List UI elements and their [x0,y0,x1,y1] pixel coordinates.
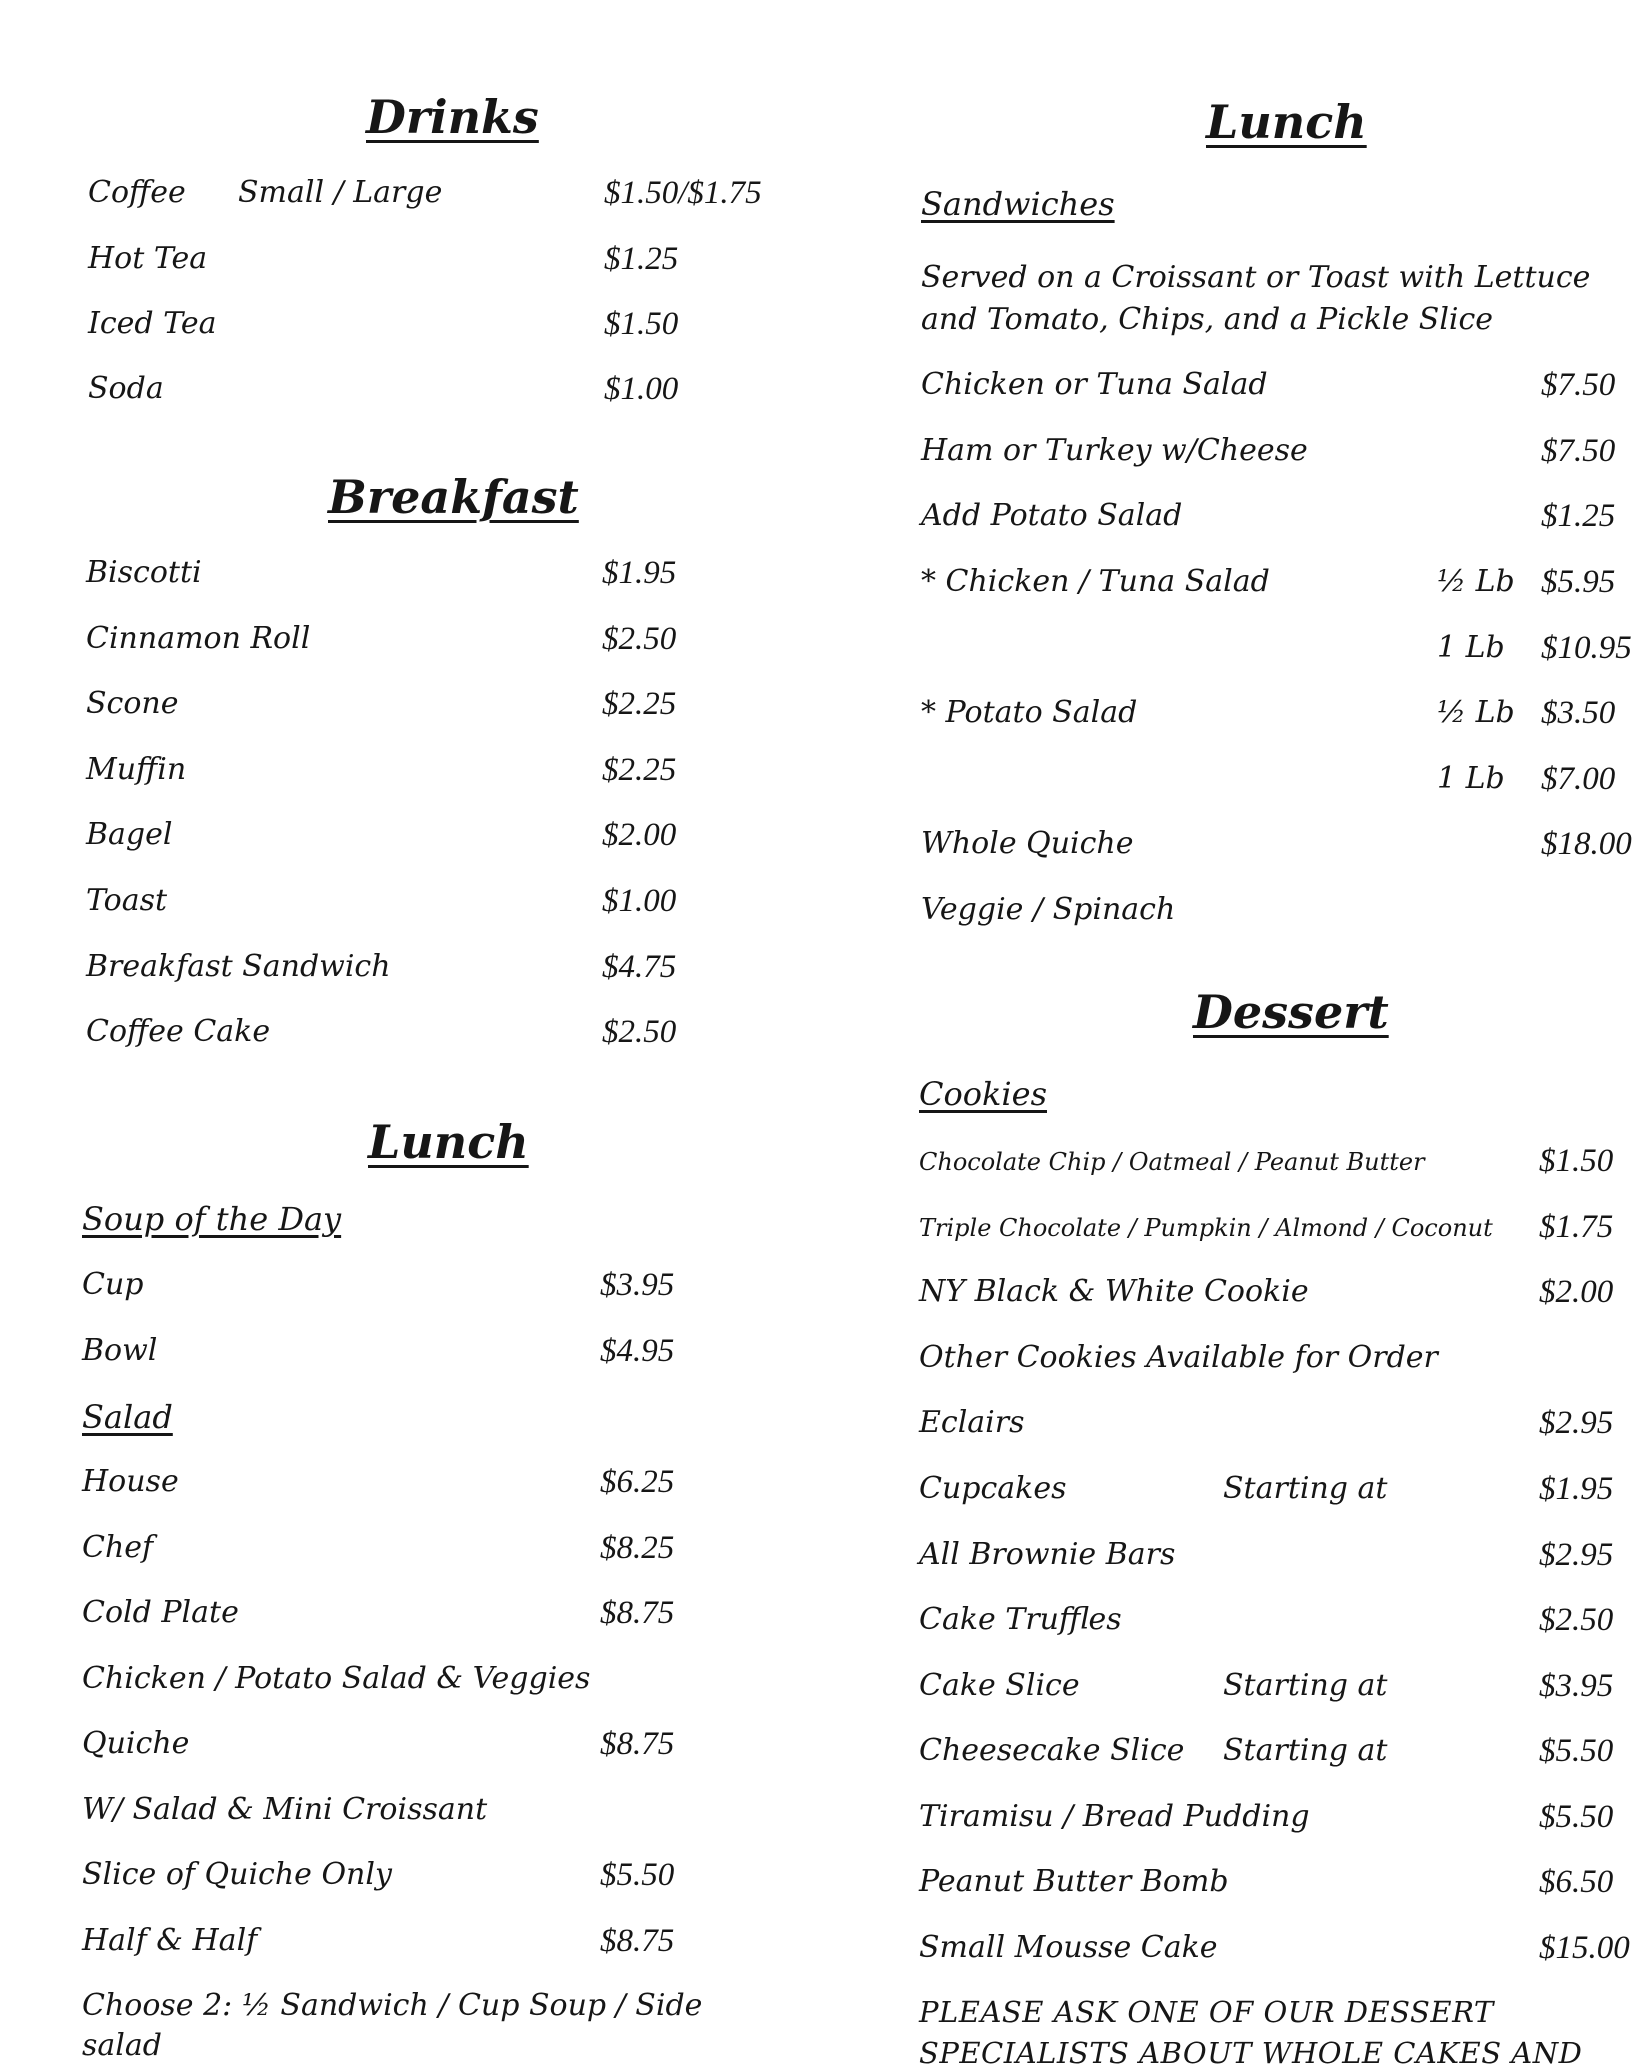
eclairs-name: Eclairs [919,1405,1025,1440]
dessert-notice-line-2: SPECIALISTS ABOUT WHOLE CAKES AND [919,2036,1583,2070]
salad-house-price: $6.25 [600,1464,675,1500]
half-and-half-description-cutoff: salad [82,2028,162,2063]
cookies-heading: Cookies [919,1075,1047,1113]
drink-soda-price: $1.00 [604,371,679,407]
drink-soda-name: Soda [88,371,164,406]
slice-of-quiche-name: Slice of Quiche Only [82,1857,392,1892]
half-and-half-description: Choose 2: ½ Sandwich / Cup Soup / Side [82,1988,703,2023]
breakfast-sandwich-price: $4.75 [602,949,677,985]
add-potato-salad-price: $1.25 [1541,498,1616,534]
cake-slice-name: Cake Slice [919,1668,1080,1703]
sandwich-description-line-1: Served on a Croissant or Toast with Lettuce [921,260,1591,295]
quiche-name: Quiche [82,1726,190,1761]
soup-bowl-name: Bowl [82,1333,158,1368]
peanut-butter-bomb-price: $6.50 [1539,1864,1614,1900]
breakfast-bagel-price: $2.00 [602,817,677,853]
soup-cup-price: $3.95 [600,1267,675,1303]
dessert-heading: Dessert [1193,985,1389,1039]
chicken-tuna-sandwich-price: $7.50 [1541,367,1616,403]
ham-turkey-sandwich-price: $7.50 [1541,433,1616,469]
breakfast-muffin-name: Muffin [86,752,187,787]
eclairs-price: $2.95 [1539,1405,1614,1441]
chicken-tuna-sandwich-name: Chicken or Tuna Salad [921,367,1268,402]
salad-chef-price: $8.25 [600,1530,675,1566]
drink-hot-tea-name: Hot Tea [88,241,208,276]
breakfast-bagel-name: Bagel [86,817,173,852]
cheesecake-slice-name: Cheesecake Slice [919,1733,1185,1768]
cheesecake-starting-at: Starting at [1223,1733,1388,1768]
small-mousse-cake-price: $15.00 [1539,1930,1630,1966]
drink-hot-tea-price: $1.25 [604,241,679,277]
chicken-tuna-salad-bulk-name: * Chicken / Tuna Salad [921,564,1270,599]
potato-salad-half-lb: ½ Lb [1437,695,1515,730]
other-cookies-note: Other Cookies Available for Order [919,1340,1438,1375]
ham-turkey-sandwich-name: Ham or Turkey w/Cheese [921,433,1308,468]
cookies-basic-price: $1.50 [1539,1143,1614,1179]
cheesecake-slice-price: $5.50 [1539,1733,1614,1769]
tiramisu-bread-pudding-name: Tiramisu / Bread Pudding [919,1799,1310,1834]
potato-salad-one-lb: 1 Lb [1437,761,1505,796]
quiche-price: $8.75 [600,1726,675,1762]
potato-salad-one-lb-price: $7.00 [1541,761,1616,797]
cupcakes-starting-at: Starting at [1223,1471,1388,1506]
breakfast-sandwich-name: Breakfast Sandwich [86,949,391,984]
chicken-tuna-half-lb: ½ Lb [1437,564,1515,599]
potato-salad-bulk-name: * Potato Salad [921,695,1138,730]
salad-heading: Salad [82,1398,173,1436]
chicken-tuna-one-lb: 1 Lb [1437,630,1505,665]
cake-truffles-name: Cake Truffles [919,1602,1122,1637]
half-and-half-price: $8.75 [600,1923,675,1959]
tiramisu-bread-pudding-price: $5.50 [1539,1799,1614,1835]
drink-iced-tea-price: $1.50 [604,306,679,342]
cupcakes-name: Cupcakes [919,1471,1067,1506]
breakfast-heading: Breakfast [328,470,579,524]
black-white-cookie-price: $2.00 [1539,1274,1614,1310]
peanut-butter-bomb-name: Peanut Butter Bomb [919,1864,1229,1899]
lunch-left-heading: Lunch [368,1115,529,1169]
salad-house-name: House [82,1464,179,1499]
breakfast-coffee-cake-price: $2.50 [602,1014,677,1050]
cake-truffles-price: $2.50 [1539,1602,1614,1638]
chicken-tuna-one-lb-price: $10.95 [1541,630,1632,666]
breakfast-cinnamon-roll-name: Cinnamon Roll [86,621,311,656]
soup-bowl-price: $4.95 [600,1333,675,1369]
potato-salad-half-lb-price: $3.50 [1541,695,1616,731]
sandwiches-heading: Sandwiches [921,185,1115,223]
breakfast-scone-name: Scone [86,686,179,721]
whole-quiche-name: Whole Quiche [921,826,1134,861]
drink-iced-tea-name: Iced Tea [88,306,217,341]
brownie-bars-price: $2.95 [1539,1537,1614,1573]
breakfast-coffee-cake-name: Coffee Cake [86,1014,271,1049]
drink-coffee-size: Small / Large [238,175,443,210]
salad-chef-name: Chef [82,1530,154,1565]
cookies-basic-flavors: Chocolate Chip / Oatmeal / Peanut Butter [919,1148,1425,1176]
half-and-half-name: Half & Half [82,1923,258,1958]
small-mousse-cake-name: Small Mousse Cake [919,1930,1218,1965]
whole-quiche-price: $18.00 [1541,826,1632,862]
sandwich-description-line-2: and Tomato, Chips, and a Pickle Slice [921,302,1494,337]
chicken-tuna-half-lb-price: $5.95 [1541,564,1616,600]
breakfast-toast-name: Toast [86,883,168,918]
cupcakes-price: $1.95 [1539,1471,1614,1507]
cold-plate-price: $8.75 [600,1595,675,1631]
drinks-heading: Drinks [366,90,539,144]
breakfast-cinnamon-roll-price: $2.50 [602,621,677,657]
cake-slice-starting-at: Starting at [1223,1668,1388,1703]
drink-coffee-name: Coffee [88,175,186,210]
whole-quiche-varieties: Veggie / Spinach [921,892,1176,927]
breakfast-scone-price: $2.25 [602,686,677,722]
black-white-cookie-name: NY Black & White Cookie [919,1274,1309,1309]
brownie-bars-name: All Brownie Bars [919,1537,1176,1572]
breakfast-biscotti-name: Biscotti [86,555,202,590]
breakfast-muffin-price: $2.25 [602,752,677,788]
slice-of-quiche-price: $5.50 [600,1857,675,1893]
soup-of-the-day-heading: Soup of the Day [82,1200,342,1238]
quiche-description: W/ Salad & Mini Croissant [82,1792,488,1827]
lunch-right-heading: Lunch [1206,95,1367,149]
cold-plate-name: Cold Plate [82,1595,239,1630]
dessert-notice-line-1: PLEASE ASK ONE OF OUR DESSERT [919,1995,1494,2029]
add-potato-salad-name: Add Potato Salad [921,498,1183,533]
cookies-special-price: $1.75 [1539,1209,1614,1245]
drink-coffee-price: $1.50/$1.75 [604,175,762,211]
cold-plate-description: Chicken / Potato Salad & Veggies [82,1661,591,1696]
breakfast-toast-price: $1.00 [602,883,677,919]
soup-cup-name: Cup [82,1267,144,1302]
cake-slice-price: $3.95 [1539,1668,1614,1704]
breakfast-biscotti-price: $1.95 [602,555,677,591]
cookies-special-flavors: Triple Chocolate / Pumpkin / Almond / Coconut [919,1214,1493,1242]
